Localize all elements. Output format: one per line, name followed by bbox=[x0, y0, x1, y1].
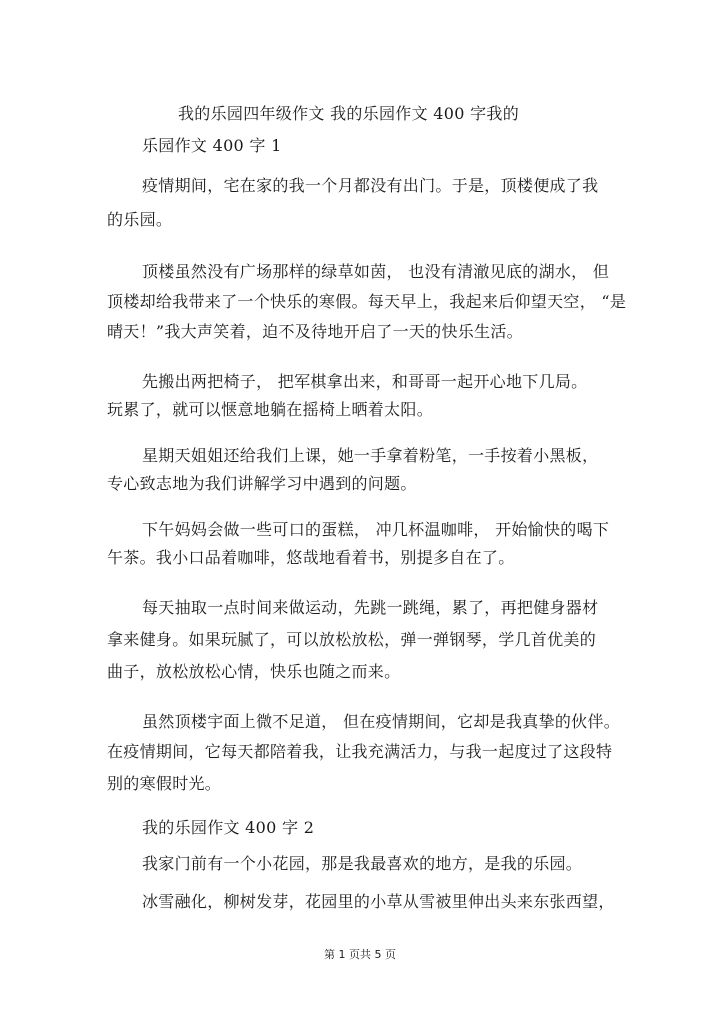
paragraph-8-line-1: 我家门前有一个小花园，那是我最喜欢的地方，是我的乐园。 bbox=[142, 854, 583, 873]
paragraph-2-line-3: 晴天！”我大声笑着，迫不及待地开启了一天的快乐生活。 bbox=[107, 322, 523, 341]
paragraph-9-line-1: 冰雪融化，柳树发芽，花园里的小草从雪被里伸出头来东张西望， bbox=[142, 892, 615, 911]
paragraph-2-line-1: 顶楼虽然没有广场那样的绿草如茵， 也没有清澈见底的湖水， 但 bbox=[142, 262, 610, 281]
paragraph-4-line-2: 专心致志地为我们讲解学习中遇到的问题。 bbox=[107, 474, 417, 493]
paragraph-5-line-2: 午茶。我小口品着咖啡，悠哉地看着书，别提多自在了。 bbox=[107, 548, 515, 567]
paragraph-6-line-2: 拿来健身。如果玩腻了，可以放松放松，弹一弹钢琴，学几首优美的 bbox=[107, 630, 597, 649]
paragraph-7-line-3: 别的寒假时光。 bbox=[107, 774, 222, 793]
paragraph-1-line-1: 疫情期间，宅在家的我一个月都没有出门。于是，顶楼便成了我 bbox=[142, 176, 599, 195]
paragraph-7-line-2: 在疫情期间，它每天都陪着我，让我充满活力，与我一起度过了这段特 bbox=[107, 742, 613, 761]
paragraph-3-line-2: 玩累了，就可以惬意地躺在摇椅上晒着太阳。 bbox=[107, 400, 434, 419]
paragraph-4-line-1: 星期天姐姐还给我们上课，她一手拿着粉笔，一手按着小黑板， bbox=[142, 446, 599, 465]
paragraph-6-line-1: 每天抽取一点时间来做运动，先跳一跳绳，累了，再把健身器材 bbox=[142, 598, 599, 617]
paragraph-3-line-1: 先搬出两把椅子， 把军棋拿出来，和哥哥一起开心地下几局。 bbox=[142, 372, 588, 391]
section-heading-2: 我的乐园作文 400 字 2 bbox=[142, 818, 315, 837]
title-line-1: 我的乐园四年级作文 我的乐园作文 400 字我的 bbox=[178, 104, 519, 123]
page-footer: 第 1 页共 5 页 bbox=[324, 948, 396, 961]
paragraph-5-line-1: 下午妈妈会做一些可口的蛋糕， 冲几杯温咖啡， 开始愉快的喝下 bbox=[142, 520, 610, 539]
title-line-2: 乐园作文 400 字 1 bbox=[142, 136, 282, 155]
paragraph-7-line-1: 虽然顶楼宇面上微不足道， 但在疫情期间，它却是我真挚的伙伴。 bbox=[142, 712, 621, 731]
paragraph-1-line-2: 的乐园。 bbox=[107, 210, 173, 229]
paragraph-2-line-2: 顶楼却给我带来了一个快乐的寒假。每天早上，我起来后仰望天空， “是 bbox=[107, 292, 627, 311]
paragraph-6-line-3: 曲子，放松放松心情，快乐也随之而来。 bbox=[107, 662, 401, 681]
